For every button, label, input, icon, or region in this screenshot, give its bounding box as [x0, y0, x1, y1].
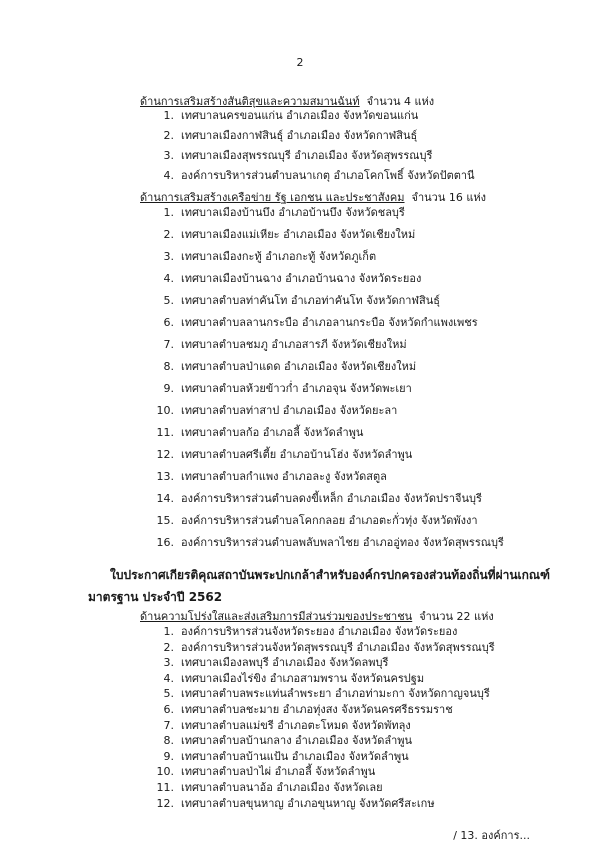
- list-item: 5. เทศบาลตำบลท่าคันโท อำเภอท่าคันโท จังหวัดกาฬสินธุ์: [163, 294, 440, 307]
- list-item: 6. เทศบาลตำบลชะมาย อำเภอทุ่งสง จังหวัดนครศรีธรรมราช: [163, 703, 453, 716]
- section-title: ด้านการเสริมสร้างเครือข่าย รัฐ เอกชน และประชาสังคม: [140, 191, 405, 204]
- list-item: 4. องค์การบริหารส่วนตำบลนาเกตุ อำเภอโคกโพธิ์ จังหวัดปัตตานี: [163, 169, 475, 182]
- list-item: 12. เทศบาลตำบลศรีเตี้ย อำเภอบ้านโฮ่ง จังหวัดลำพูน: [156, 448, 413, 461]
- list-item: 2. เทศบาลเมืองแม่เหียะ อำเภอเมือง จังหวัดเชียงใหม่: [163, 228, 416, 241]
- list-item: 6. เทศบาลตำบลลานกระบือ อำเภอลานกระบือ จังหวัดกำแพงเพชร: [163, 316, 478, 329]
- list-item: 11. เทศบาลตำบลก้อ อำเภอลี้ จังหวัดลำพูน: [156, 426, 364, 439]
- list-item: 10. เทศบาลตำบลป่าไผ่ อำเภอลี้ จังหวัดลำพูน: [156, 765, 376, 779]
- list-item: 4. เทศบาลเมืองไร่ขิง อำเภอสามพราน จังหวัดนครปฐม: [163, 671, 425, 685]
- continuation-note: / 13. องค์การ...: [453, 829, 530, 842]
- certificate-heading-line1: ใบประกาศเกียรติคุณสถาบันพระปกเกล้าสำหรับองค์กรปกครองส่วนท้องถิ่นที่ผ่านเกณฑ์: [110, 568, 551, 582]
- page-number: 2: [296, 56, 304, 69]
- section-heading-transparency: [140, 607, 494, 625]
- list-item: 8. เทศบาลตำบลบ้านกลาง อำเภอเมือง จังหวัดลำพูน: [163, 734, 413, 748]
- list-item: 3. เทศบาลเมืองลพบุรี อำเภอเมือง จังหวัดลพบุรี: [163, 656, 389, 670]
- certificate-heading-line2: มาตรฐาน ประจำปี 2562: [88, 590, 223, 604]
- list-item: 1. เทศบาลนครขอนแก่น อำเภอเมือง จังหวัดขอนแก่น: [163, 109, 419, 122]
- list-item: 2. เทศบาลเมืองกาฬสินธุ์ อำเภอเมือง จังหวัดกาฬสินธุ์: [163, 129, 418, 142]
- list-item: 10. เทศบาลตำบลท่าสาป อำเภอเมือง จังหวัดยะลา: [156, 404, 398, 417]
- list-item: 4. เทศบาลเมืองบ้านฉาง อำเภอบ้านฉาง จังหวัดระยอง: [163, 272, 422, 285]
- list-item: 2. องค์การบริหารส่วนจังหวัดสุพรรณบุรี อำเภอเมือง จังหวัดสุพรรณบุรี: [163, 640, 495, 654]
- section-count: จำนวน 4 แห่ง: [366, 95, 435, 108]
- list-item: 3. เทศบาลเมืองกะทู้ อำเภอกะทู้ จังหวัดภูเก็ต: [163, 250, 377, 263]
- list-item: 5. เทศบาลตำบลพระแท่นลำพระยา อำเภอท่ามะกา จังหวัดกาญจนบุรี: [163, 687, 490, 701]
- list-item: 9. เทศบาลตำบลบ้านแป้น อำเภอเมือง จังหวัดลำพูน: [163, 749, 409, 763]
- list-item: 7. เทศบาลตำบลชมภู อำเภอสารภี จังหวัดเชียงใหม่: [163, 338, 407, 351]
- list-item: 1. เทศบาลเมืองบ้านบึง อำเภอบ้านบึง จังหวัดชลบุรี: [163, 206, 405, 219]
- section-count: จำนวน 22 แห่ง: [419, 610, 494, 623]
- list-item: 8. เทศบาลตำบลป่าแดด อำเภอเมือง จังหวัดเชียงใหม่: [163, 360, 417, 373]
- list-item: 3. เทศบาลเมืองสุพรรณบุรี อำเภอเมือง จังหวัดสุพรรณบุรี: [163, 149, 433, 162]
- section-title: ด้านความโปร่งใสและส่งเสริมการมีส่วนร่วมของประชาชน: [140, 610, 413, 623]
- section-count: จำนวน 16 แห่ง: [411, 191, 487, 204]
- list-item: 7. เทศบาลตำบลแม่ขรี อำเภอตะโหมด จังหวัดพัทลุง: [163, 718, 411, 732]
- list-item: 16. องค์การบริหารส่วนตำบลพลับพลาไชย อำเภออู่ทอง จังหวัดสุพรรณบุรี: [156, 536, 504, 549]
- list-item: 1. องค์การบริหารส่วนจังหวัดระยอง อำเภอเมือง จังหวัดระยอง: [163, 625, 458, 638]
- list-item: 14. องค์การบริหารส่วนตำบลดงขี้เหล็ก อำเภอเมือง จังหวัดปราจีนบุรี: [156, 492, 482, 505]
- list-item: 11. เทศบาลตำบลนาอ้อ อำเภอเมือง จังหวัดเลย: [156, 781, 383, 794]
- list-item: 9. เทศบาลตำบลห้วยข้าวก่ำ อำเภอจุน จังหวัดพะเยา: [163, 382, 412, 395]
- list-item: 12. เทศบาลตำบลขุนหาญ อำเภอขุนหาญ จังหวัดศรีสะเกษ: [156, 796, 435, 810]
- list-item: 15. องค์การบริหารส่วนตำบลโคกกลอย อำเภอตะกั่วทุ่ง จังหวัดพังงา: [156, 514, 478, 527]
- section-title: ด้านการเสริมสร้างสันติสุขและความสมานฉันท์: [140, 95, 360, 108]
- list-item: 13. เทศบาลตำบลกำแพง อำเภอละงู จังหวัดสตูล: [156, 470, 387, 483]
